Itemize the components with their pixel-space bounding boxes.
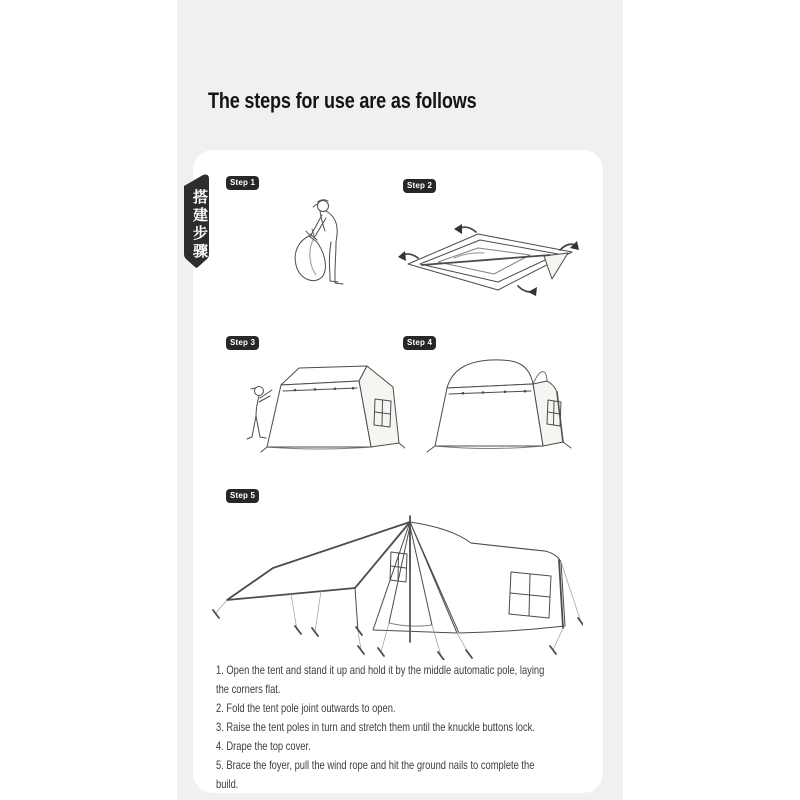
instruction-line: 3. Raise the tent poles in turn and stretch them until the knuckle buttons lock.	[216, 720, 535, 734]
instruction-line: build.	[216, 777, 239, 791]
step4-illustration-tent-top-cover-icon	[421, 354, 578, 458]
step3-badge: Step 3	[226, 336, 259, 350]
step4-badge: Step 4	[403, 336, 436, 350]
setup-steps-ribbon	[181, 172, 211, 270]
step5-badge: Step 5	[226, 489, 259, 503]
instruction-line: 1. Open the tent and stand it up and hold it by the middle automatic pole, laying	[216, 663, 545, 677]
instruction-line: 4. Drape the top cover.	[216, 739, 311, 753]
page-title: The steps for use are as follows	[208, 88, 477, 113]
ribbon-label: 搭建步骤	[191, 188, 209, 261]
step3-illustration-person-raising-tent-icon	[243, 353, 405, 455]
instruction-line: 5. Brace the foyer, pull the wind rope and hit the ground nails to complete the	[216, 758, 535, 772]
instructions-text	[216, 661, 606, 794]
step5-illustration-tent-foyer-ropes-nails-icon	[211, 510, 583, 660]
step1-illustration-person-opening-bag-icon	[286, 195, 352, 293]
steps-card	[193, 150, 603, 793]
step1-badge: Step 1	[226, 176, 259, 190]
instruction-line: 2. Fold the tent pole joint outwards to open.	[216, 701, 396, 715]
instruction-line: the corners flat.	[216, 682, 281, 696]
step2-badge: Step 2	[403, 179, 436, 193]
step2-illustration-flat-tent-arrows-icon	[398, 222, 580, 297]
